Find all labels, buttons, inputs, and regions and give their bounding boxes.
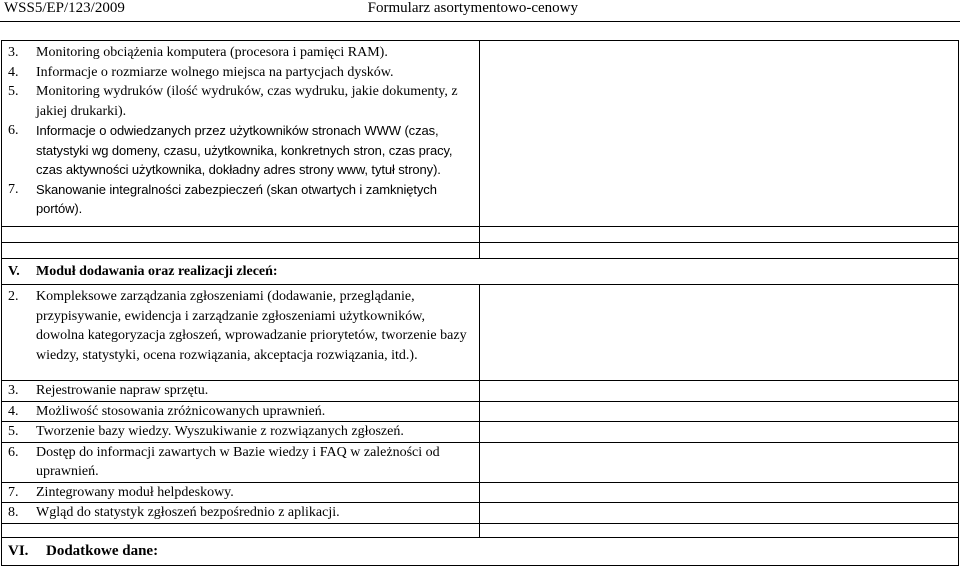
offer-cell[interactable]: [480, 41, 959, 227]
list-item: 7. Skanowanie integralności zabezpieczeń (skan otwartych i zamkniętych portów).: [8, 181, 437, 216]
list-item: 6. Informacje o odwiedzanych przez użytkowników stronach WWW (czas, statystyki wg domeny, czasu, użytkownika, konkretnych stron, czas pracy, czas aktywności użytkownika, dokładny adres strony www, tytuł strony).: [8, 123, 453, 177]
list-item: 3. Monitoring obciążenia komputera (procesora i pamięci RAM).: [8, 45, 388, 60]
table-row: [2, 401, 959, 422]
list-item: 5. Tworzenie bazy wiedzy. Wyszukiwanie z rozwiązanych zgłoszeń.: [8, 424, 404, 439]
section-vi-heading-row: [2, 537, 959, 565]
table-row: [2, 41, 959, 227]
list-item: 8. Wgląd do statystyk zgłoszeń bezpośrednio z aplikacji.: [8, 505, 340, 520]
page-header: [0, 0, 960, 40]
list-item: 4. Możliwość stosowania zróżnicowanych uprawnień.: [8, 403, 326, 419]
section-v-heading-row: [2, 259, 959, 285]
list-item: 2. Kompleksowe zarządzania zgłoszeniami (dodawanie, przeglądanie, przypisywanie, ewidencja i zarządzanie zgłoszeniami użytkowników, dowolna kategoryzacja zgłoszeń, wprowadzanie priorytetów, tworzenie bazy wiedzy, statystyki, ocena rozwiązania, akceptacja rozwiązania, itd.).: [8, 289, 467, 363]
table-row: [2, 442, 959, 482]
section-v-heading: V. Moduł dodawania oraz realizacji zleceń:: [8, 264, 278, 279]
header-rule: [0, 21, 960, 22]
requirements-cell: [2, 41, 480, 227]
table-row: [2, 482, 959, 503]
assortment-price-form-table: [1, 40, 959, 566]
document-title: Formularz asortymentowo-cenowy: [367, 0, 578, 16]
table-row-empty: [2, 523, 959, 537]
list-item: 3. Rejestrowanie napraw sprzętu.: [8, 383, 209, 398]
table-row-empty: [2, 243, 959, 259]
list-item: 4. Informacje o rozmiarze wolnego miejsca na partycjach dysków.: [8, 64, 394, 80]
table-row-empty: [2, 227, 959, 243]
table-row: [2, 422, 959, 443]
list-item: 5. Monitoring wydruków (ilość wydruków, czas wydruku, jakie dokumenty, z jakiej drukarki).: [8, 84, 458, 119]
table-row: [2, 381, 959, 402]
table-row: [2, 503, 959, 524]
list-item: 7. Zintegrowany moduł helpdeskowy.: [8, 484, 234, 500]
table-row: [2, 285, 959, 381]
document-id: WSS5/EP/123/2009: [4, 0, 125, 16]
list-item: 6. Dostęp do informacji zawartych w Bazie wiedzy i FAQ w zależności od uprawnień.: [8, 444, 440, 479]
section-vi-heading: VI. Dodatkowe dane:: [8, 542, 159, 559]
